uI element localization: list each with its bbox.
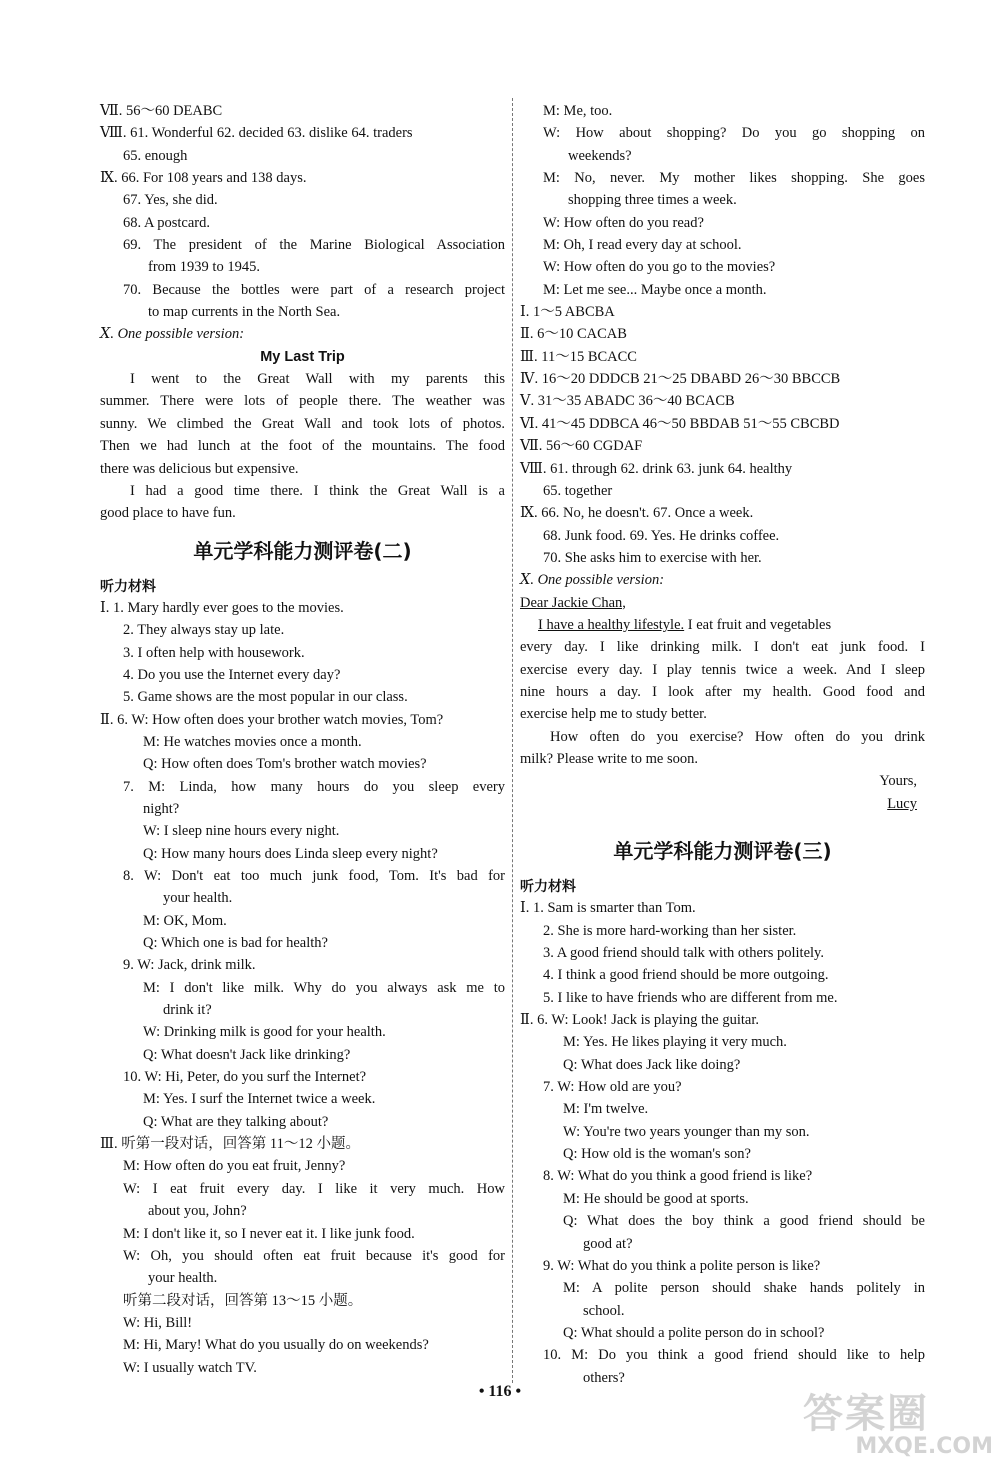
transcript-line: W: I usually watch TV. [123,1359,257,1376]
answer-line: Ⅵ. 41～45 DDBCA 46～50 BBDAB 51～55 CBCBD [520,415,840,432]
transcript-line: Q: What are they talking about? [143,1113,329,1130]
transcript-line: Q: What should a polite person do in school? [563,1324,825,1341]
answer-line: 70. Because the bottles were part of a research project [123,281,505,298]
essay-title: My Last Trip [260,348,345,365]
transcript-line: M: Yes. I surf the Internet twice a week. [143,1091,376,1108]
transcript-line: Q: How old is the woman's son? [563,1146,751,1163]
transcript-line: 7. M: Linda, how many hours do you sleep every [123,778,505,795]
essay-line: Then we had lunch at the foot of the mountains. The food [100,438,505,455]
transcript-line: 3. I often help with housework. [123,644,305,661]
transcript-line: M: OK, Mom. [143,912,227,929]
answer-line: Ⅸ. 66. No, he doesn't. 67. Once a week. [520,505,754,522]
transcript-line: 听第二段对话，回答第 13～15 小题。 [123,1292,363,1309]
listening-label: 听力材料 [100,577,156,594]
answer-line: Ⅴ. 31～35 ABADC 36～40 BCACB [520,393,735,410]
transcript-line: W: I eat fruit every day. I like it very much. How [123,1180,505,1197]
answer-line: Ⅶ. 56～60 DEABC [100,103,223,119]
transcript-line: Ⅱ. 6. W: Look! Jack is playing the guitar. [520,1012,759,1029]
transcript-line: school. [583,1302,625,1319]
answer-line: Ⅲ. 11～15 BCACC [520,348,637,365]
transcript-line: W: Drinking milk is good for your health. [143,1024,386,1041]
answer-line: from 1939 to 1945. [148,259,260,276]
dialog-line: weekends? [568,147,632,164]
dialog-line: shopping three times a week. [568,192,737,209]
answer-line: 70. She asks him to exercise with her. [543,549,762,566]
answer-line: Ⅳ. 16～20 DDDCB 21～25 DBABD 26～30 BBCCB [520,371,841,388]
essay-label: Ⅹ. One possible version: [100,326,245,343]
transcript-line: M: I don't like it, so I never eat it. I like junk food. [123,1225,415,1242]
transcript-line: W: Oh, you should often eat fruit because it's good for [123,1247,505,1264]
listening-label: 听力材料 [520,878,576,894]
transcript-line: your health. [163,890,233,907]
essay-line: I had a good time there. I think the Great Wall is a [130,482,505,499]
transcript-line: W: You're two years younger than my son. [563,1123,810,1140]
transcript-line: W: Hi, Bill! [123,1314,193,1331]
transcript-line: 2. She is more hard-working than her sister. [543,922,797,939]
answer-line: 67. Yes, she did. [123,192,218,209]
transcript-line: others? [583,1369,625,1386]
left-column [100,100,505,1379]
transcript-line: 4. I think a good friend should be more outgoing. [543,967,829,984]
answer-line: 69. The president of the Marine Biological Association [123,237,505,254]
letter-line: nine hours a day. I look after my health. Good food and [520,683,925,700]
transcript-line: Ⅰ. 1. Sam is smarter than Tom. [520,900,696,917]
answer-line: Ⅰ. 1～5 ABCBA [520,304,615,321]
transcript-line: M: How often do you eat fruit, Jenny? [123,1158,346,1175]
page-number: • 116 • [478,1383,522,1400]
transcript-line: M: Yes. He likes playing it very much. [563,1034,787,1051]
right-column [520,100,925,1389]
dialog-line: M: Let me see... Maybe once a month. [543,281,767,298]
essay-label: Ⅹ. One possible version: [520,572,665,589]
letter-line: How often do you exercise? How often do you drink [550,728,925,745]
dialog-line: M: No, never. My mother likes shopping. She goes [543,170,925,187]
transcript-line: Q: How many hours does Linda sleep every night? [143,845,438,862]
transcript-line: 10. W: Hi, Peter, do you surf the Internet? [123,1069,367,1086]
transcript-line: Q: What doesn't Jack like drinking? [143,1046,351,1063]
transcript-line: 9. W: Jack, drink milk. [123,957,256,974]
essay-line: I went to the Great Wall with my parents this [130,371,505,388]
answer-line: Ⅷ. 61. Wonderful 62. decided 63. dislike 64. traders [100,125,413,142]
letter-line [520,614,925,636]
dialog-line: M: Oh, I read every day at school. [543,237,742,254]
dialog-line: W: How often do you read? [543,214,704,231]
transcript-line: good at? [583,1235,633,1252]
transcript-line: night? [143,800,180,817]
column-separator [512,98,513,1383]
essay-line: good place to have fun. [100,505,236,522]
answer-line: to map currents in the North Sea. [148,304,341,321]
transcript-line: 3. A good friend should talk with others politely. [543,945,824,962]
transcript-line: M: A polite person should shake hands politely in [563,1280,925,1297]
watermark-logo [803,1392,993,1458]
answer-line: 68. A postcard. [123,214,210,231]
transcript-line: Q: Which one is bad for health? [143,935,328,952]
essay-line: summer. There were lots of people there. The weather was [100,393,505,410]
transcript-line: 8. W: Don't eat too much junk food, Tom. It's bad for [123,868,505,884]
letter-greeting-text: Dear Jackie Chan, [520,594,626,611]
letter-signature-text: Lucy [887,795,917,812]
answer-line: Ⅱ. 6～10 CACAB [520,326,627,343]
answer-line: 65. enough [123,147,188,164]
transcript-line: Ⅱ. 6. W: How often does your brother watch movies, Tom? [100,711,444,728]
answer-line: 65. together [543,482,613,499]
transcript-line: 8. W: What do you think a good friend is like? [543,1168,813,1185]
letter-topic-sentence: I have a healthy lifestyle. [538,616,685,633]
transcript-line: W: I sleep nine hours every night. [143,823,340,840]
transcript-line: M: Hi, Mary! What do you usually do on weekends? [123,1337,429,1354]
letter-line: exercise help me to study better. [520,706,707,723]
transcript-line: drink it? [163,1002,212,1019]
dialog-line: W: How often do you go to the movies? [543,259,776,276]
watermark-en: MXQE.COM [855,1434,993,1459]
transcript-line: M: He watches movies once a month. [143,733,362,750]
transcript-line: 10. M: Do you think a good friend should like to help [543,1347,925,1364]
answer-line: 68. Junk food. 69. Yes. He drinks coffee. [543,527,780,544]
dialog-line: W: How about shopping? Do you go shopping on [543,125,925,142]
essay-line: sunny. We climbed the Great Wall and took lots of photos. [100,415,505,432]
transcript-line: M: He should be good at sports. [563,1190,749,1207]
letter-line-rest: I eat fruit and vegetables [684,616,832,633]
transcript-line: M: I'm twelve. [563,1101,649,1118]
transcript-line: 9. W: What do you think a polite person is like? [543,1257,821,1274]
letter-closing: Yours, [879,773,917,790]
transcript-line: 4. Do you use the Internet every day? [123,666,341,683]
letter-signature [520,793,925,815]
transcript-line: your health. [148,1270,218,1287]
transcript-line: Ⅰ. 1. Mary hardly ever goes to the movies. [100,599,344,616]
letter-line: exercise every day. I play tennis twice a week. And I sleep [520,661,925,678]
section-title: 单元学科能力测评卷(二) [193,538,412,563]
answer-line: Ⅶ. 56～60 CGDAF [520,438,643,455]
watermark-cn: 答案圈 [803,1391,929,1437]
essay-line: there was delicious but expensive. [100,460,299,477]
transcript-line: about you, John? [148,1203,247,1220]
transcript-line: 7. W: How old are you? [543,1079,682,1096]
transcript-line: M: I don't like milk. Why do you always ask me to [143,979,505,996]
transcript-line: 2. They always stay up late. [123,622,285,639]
letter-line: milk? Please write to me soon. [520,750,698,767]
letter-line: every day. I like drinking milk. I don't eat junk food. I [520,639,925,656]
transcript-line: 5. Game shows are the most popular in our class. [123,689,408,706]
answer-line: Ⅷ. 61. through 62. drink 63. junk 64. healthy [520,460,793,477]
transcript-line: Q: How often does Tom's brother watch movies? [143,756,427,773]
transcript-line: Q: What does the boy think a good friend should be [563,1213,925,1230]
letter-greeting [520,592,925,614]
transcript-line: Q: What does Jack like doing? [563,1056,741,1073]
dialog-line: M: Me, too. [543,103,613,119]
section-title: 单元学科能力测评卷(三) [613,839,832,863]
transcript-line: 5. I like to have friends who are different from me. [543,989,838,1006]
answer-line: Ⅸ. 66. For 108 years and 138 days. [100,170,307,187]
transcript-line: Ⅲ. 听第一段对话，回答第 11～12 小题。 [100,1136,360,1153]
